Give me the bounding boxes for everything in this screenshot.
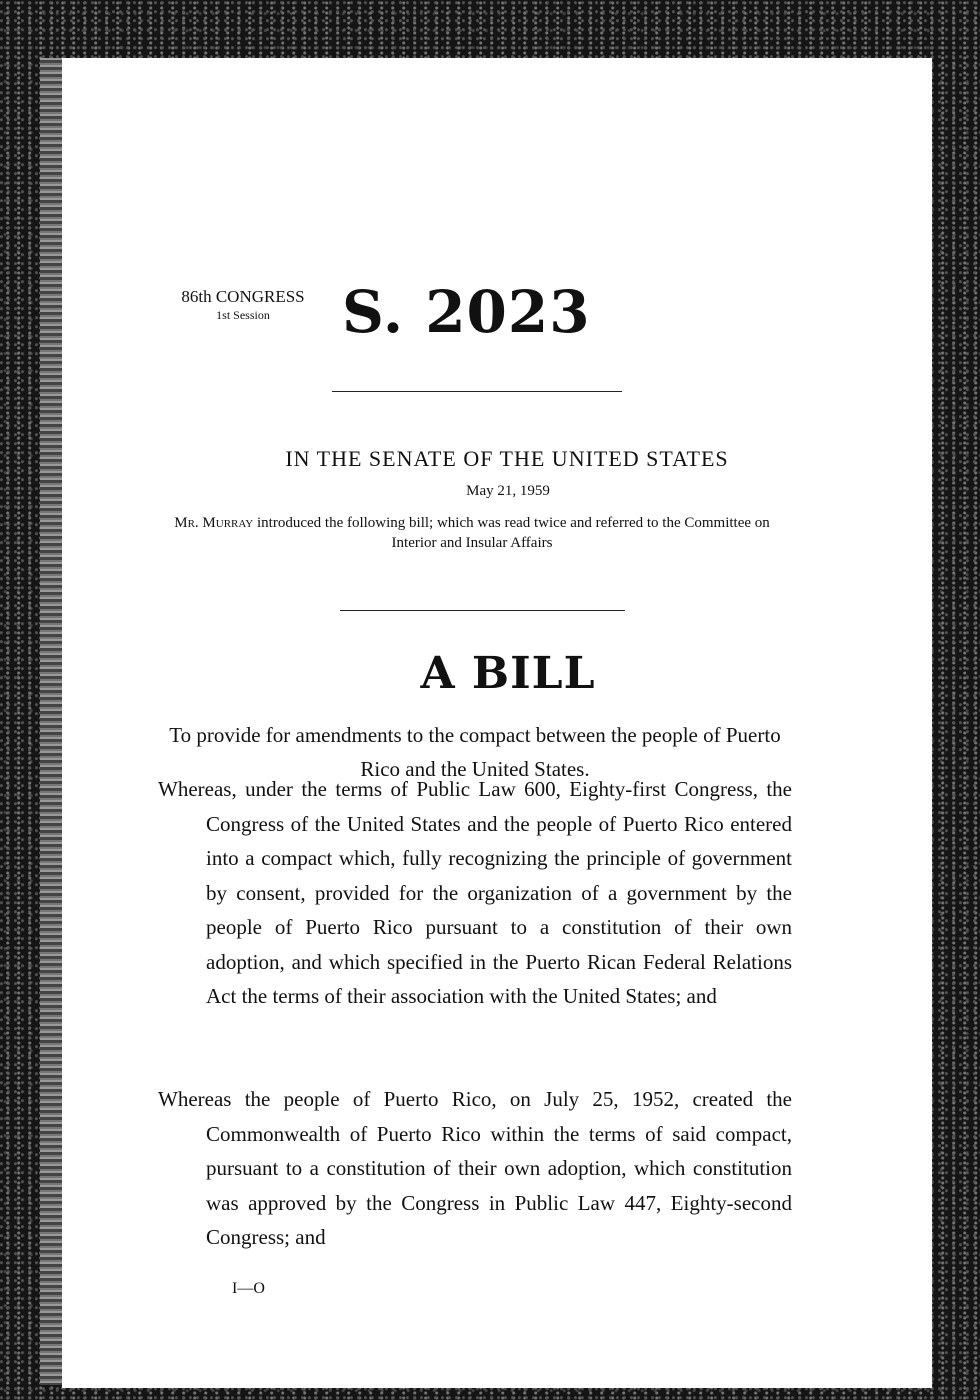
congress-label: 86th CONGRESS — [181, 287, 305, 306]
chamber-heading: IN THE SENATE OF THE UNITED STATES — [285, 446, 729, 471]
document-page — [62, 58, 932, 1388]
divider — [332, 391, 622, 392]
bill-title: To provide for amendments to the compact between the people of Puerto Rico and the United States. — [169, 723, 781, 781]
whereas-clause: Whereas, under the terms of Public Law 600, Eighty-first Congress, the Congress of the United States and the people of Puerto Rico entered into a compact which, fully recognizing the principle of government by consent, provided for the organization of a government by the people of Puerto Rico pursuant to a constitution of their own adoption, and which specified in the Puerto Rican Federal Relations Act the terms of their association with the United States; and — [158, 777, 792, 1008]
session-label: 1st Session — [216, 308, 270, 322]
whereas-clause: Whereas the people of Puerto Rico, on July 25, 1952, created the Commonwealth of Puerto Rico within the terms of said compact, pursuant to a constitution of their own adoption, which constitution was approved by the Congress in Public Law 447, Eighty-second Congress; and — [158, 1087, 792, 1249]
congress-session-block — [168, 288, 318, 324]
document-type-heading: A BILL — [420, 648, 596, 699]
footer-code: I—O — [232, 1280, 265, 1297]
introduction-date: May 21, 1959 — [466, 483, 550, 499]
sponsor-name: Mr. Murray — [174, 515, 254, 531]
divider — [340, 610, 625, 611]
scan-edge-strip — [40, 58, 64, 1385]
introduction-statement — [152, 513, 792, 553]
bill-number: S. 2023 — [342, 278, 591, 346]
introduction-text: introduced the following bill; which was read twice and referred to the Committee on Interior and Insular Affairs — [257, 515, 770, 551]
